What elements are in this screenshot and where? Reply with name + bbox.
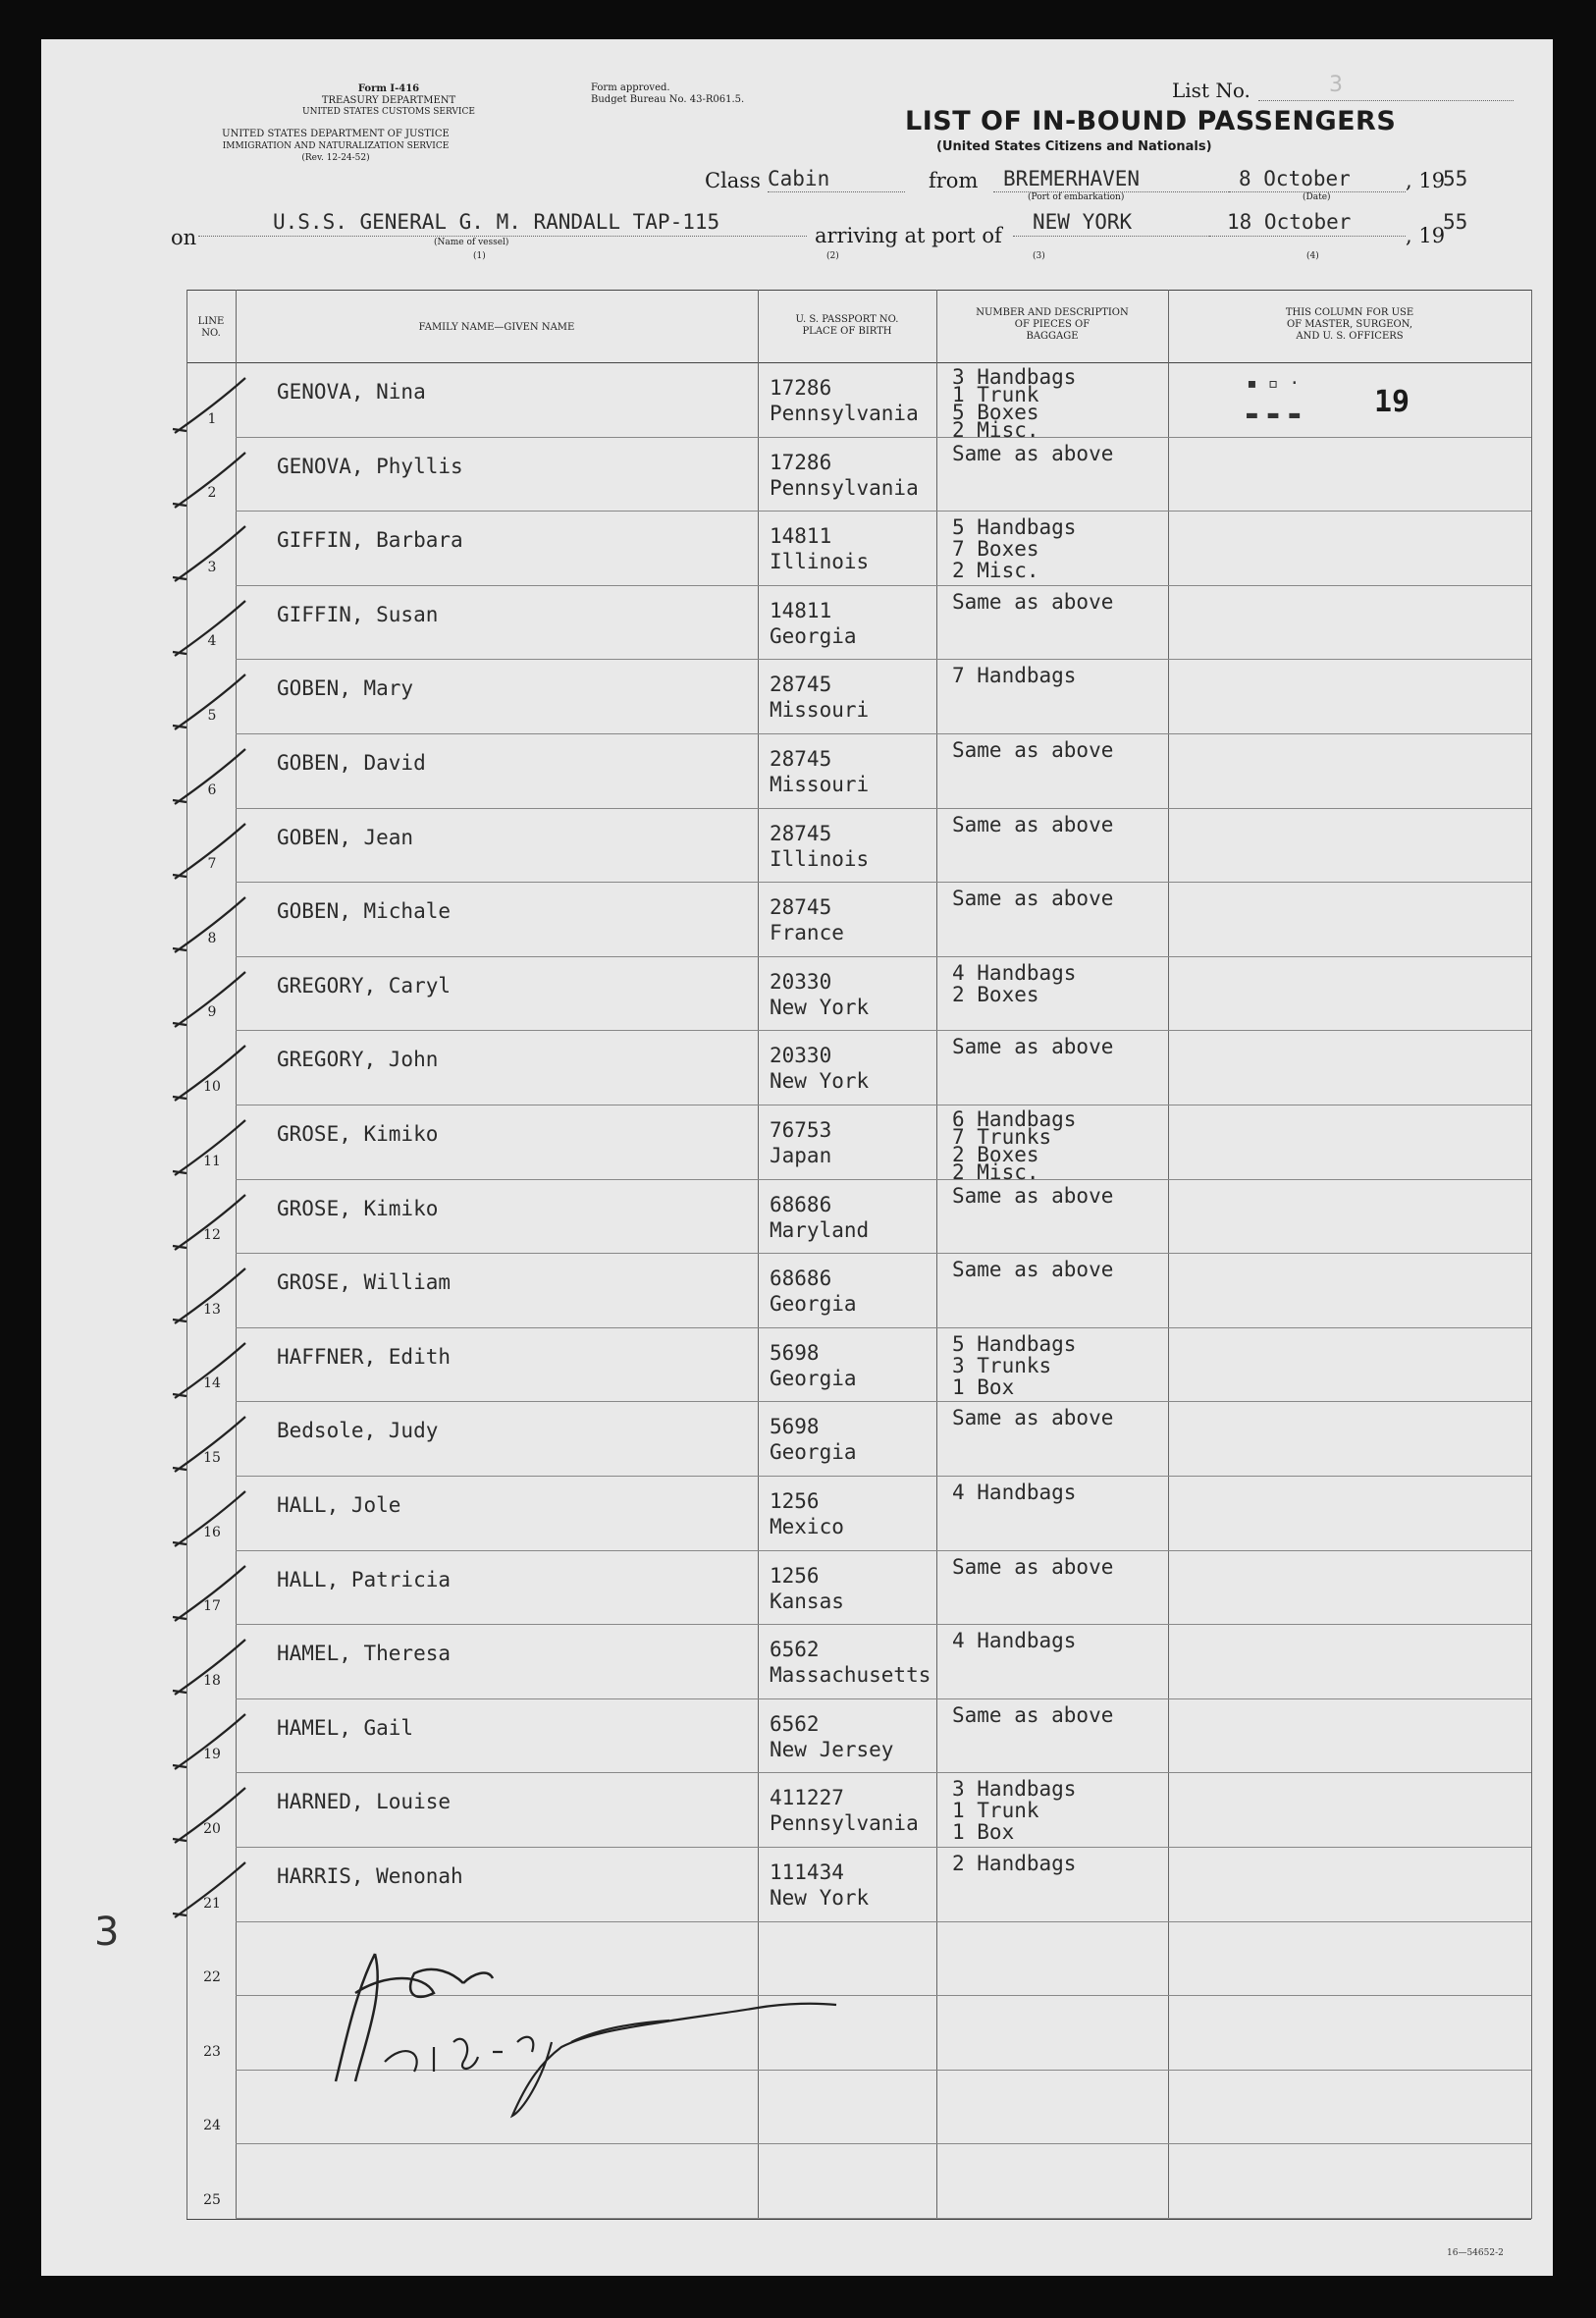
- baggage-item: Same as above: [952, 590, 1114, 614]
- class-value: Cabin: [768, 167, 830, 190]
- line-number: 16: [203, 1525, 221, 1540]
- arrival-year-prefix: , 19: [1406, 224, 1446, 247]
- passport-number: 1256: [770, 1564, 820, 1588]
- baggage-item: 2 Misc.: [952, 418, 1039, 442]
- place-of-birth: New Jersey: [770, 1738, 894, 1761]
- passport-number: 14811: [770, 599, 832, 622]
- passport-number: 28745: [770, 673, 832, 696]
- baggage-item: 2 Boxes: [952, 983, 1039, 1006]
- passport-number: 28745: [770, 747, 832, 771]
- line-number: 25: [203, 2192, 221, 2208]
- col-num-1: (1): [473, 251, 486, 261]
- column-header-officers: THIS COLUMN FOR USE OF MASTER, SURGEON, AND U. S. OFFICERS: [1285, 307, 1414, 342]
- place-of-birth: Illinois: [770, 847, 870, 871]
- row-divider: [236, 1698, 1531, 1699]
- passport-number: 6562: [770, 1712, 820, 1736]
- passenger-name: GREGORY, John: [277, 1048, 439, 1071]
- baggage-item: Same as above: [952, 813, 1114, 836]
- baggage-item: 3 Trunks: [952, 1354, 1052, 1377]
- passport-number: 111434: [770, 1860, 844, 1884]
- baggage-item: 1 Trunk: [952, 1799, 1039, 1822]
- check-mark: [165, 1857, 253, 1925]
- passenger-name: HAMEL, Gail: [277, 1716, 414, 1740]
- check-mark: [165, 818, 253, 887]
- place-of-birth: Maryland: [770, 1218, 870, 1242]
- line-number: 17: [203, 1598, 221, 1614]
- row-divider: [236, 1327, 1531, 1328]
- line-number: 2: [207, 485, 217, 501]
- check-mark: [165, 372, 253, 441]
- passenger-name: GOBEN, Mary: [277, 676, 414, 700]
- line-number: 3: [207, 560, 217, 575]
- passport-number: 68686: [770, 1193, 832, 1216]
- form-approved: Form approved.: [591, 82, 670, 93]
- place-of-birth: Georgia: [770, 1292, 857, 1316]
- baggage-item: 6 Handbags: [952, 1107, 1077, 1131]
- passenger-name: GREGORY, Caryl: [277, 974, 452, 997]
- passport-number: 68686: [770, 1267, 832, 1290]
- manifest-sheet: [41, 39, 1553, 2276]
- baggage-item: 2 Misc.: [952, 559, 1039, 582]
- officer-marks: ▬ ▬ ▬: [1247, 404, 1301, 425]
- baggage-item: Same as above: [952, 887, 1114, 910]
- budget-bureau: Budget Bureau No. 43-R061.5.: [591, 94, 745, 105]
- arriving-label: arriving at port of: [815, 224, 1002, 247]
- baggage-item: Same as above: [952, 738, 1114, 762]
- place-of-birth: Pennsylvania: [770, 476, 919, 500]
- passport-number: 17286: [770, 451, 832, 474]
- place-of-birth: Georgia: [770, 1367, 857, 1390]
- officer-signature: [316, 1934, 1023, 2121]
- baggage-item: Same as above: [952, 1258, 1114, 1281]
- baggage-item: 4 Handbags: [952, 1629, 1077, 1652]
- row-divider: [236, 1921, 1531, 1922]
- row-divider: [236, 659, 1531, 660]
- place-of-birth: Illinois: [770, 550, 870, 573]
- departure-year: 55: [1443, 167, 1468, 190]
- form-number: Form I-416: [357, 83, 420, 94]
- passport-number: 76753: [770, 1118, 832, 1142]
- baggage-item: 7 Trunks: [952, 1125, 1052, 1149]
- check-mark: [165, 669, 253, 737]
- vessel-caption: (Name of vessel): [434, 238, 509, 247]
- row-divider: [236, 1030, 1531, 1031]
- row-divider: [236, 733, 1531, 734]
- baggage-item: 3 Handbags: [952, 1777, 1077, 1801]
- check-mark: [165, 1189, 253, 1258]
- place-of-birth: Kansas: [770, 1590, 844, 1613]
- baggage-item: Same as above: [952, 1184, 1114, 1208]
- row-divider: [236, 808, 1531, 809]
- place-of-birth: France: [770, 921, 844, 944]
- passport-number: 17286: [770, 376, 832, 400]
- passport-number: 28745: [770, 895, 832, 919]
- port-caption: (Port of embarkation): [1028, 192, 1125, 202]
- line-number: 10: [203, 1079, 221, 1095]
- row-divider: [236, 437, 1531, 438]
- line-number: 1: [207, 411, 217, 427]
- line-number: 7: [207, 856, 217, 872]
- baggage-item: 2 Misc.: [952, 1160, 1039, 1184]
- line-number: 15: [203, 1450, 221, 1466]
- check-mark: [165, 1560, 253, 1629]
- check-mark: [165, 1263, 253, 1331]
- baggage-item: 5 Handbags: [952, 1332, 1077, 1356]
- baggage-item: 2 Handbags: [952, 1852, 1077, 1875]
- passenger-name: GOBEN, Jean: [277, 826, 414, 849]
- col-num-3: (3): [1033, 251, 1045, 261]
- check-mark: [165, 966, 253, 1035]
- baggage-item: Same as above: [952, 1406, 1114, 1429]
- baggage-item: 2 Boxes: [952, 1143, 1039, 1166]
- line-number: 12: [203, 1227, 221, 1243]
- row-divider: [236, 1550, 1531, 1551]
- row-divider: [236, 511, 1531, 512]
- passenger-name: GIFFIN, Susan: [277, 603, 439, 626]
- officer-marks: ▪ ▫ ·: [1247, 373, 1301, 394]
- place-of-birth: New York: [770, 1886, 870, 1910]
- baggage-item: 7 Handbags: [952, 664, 1077, 687]
- line-number: 21: [203, 1896, 221, 1912]
- baggage-item: Same as above: [952, 442, 1114, 465]
- baggage-item: 1 Trunk: [952, 383, 1039, 406]
- passport-number: 20330: [770, 1044, 832, 1067]
- passport-number: 6562: [770, 1638, 820, 1661]
- check-mark: [165, 1114, 253, 1183]
- place-of-birth: Missouri: [770, 698, 870, 722]
- baggage-item: 5 Handbags: [952, 515, 1077, 539]
- row-divider: [236, 585, 1531, 586]
- line-number: 20: [203, 1821, 221, 1837]
- check-mark: [165, 447, 253, 515]
- line-number: 6: [207, 782, 217, 798]
- from-label: from: [929, 169, 979, 192]
- baggage-item: 5 Boxes: [952, 401, 1039, 424]
- row-divider: [236, 1772, 1531, 1773]
- check-mark: [165, 1040, 253, 1108]
- column-header-passport: U. S. PASSPORT NO. PLACE OF BIRTH: [795, 314, 899, 337]
- check-mark: [165, 1485, 253, 1554]
- baggage-item: 1 Box: [952, 1375, 1015, 1399]
- dept-justice: UNITED STATES DEPARTMENT OF JUSTICE: [222, 129, 450, 139]
- baggage-item: 3 Handbags: [952, 365, 1077, 389]
- passenger-name: HAMEL, Theresa: [277, 1642, 452, 1665]
- row-divider: [236, 1253, 1531, 1254]
- check-mark: [165, 1708, 253, 1777]
- passenger-name: GOBEN, Michale: [277, 899, 452, 923]
- passenger-name: HARNED, Louise: [277, 1790, 452, 1813]
- place-of-birth: Georgia: [770, 624, 857, 648]
- line-number: 13: [203, 1302, 221, 1318]
- arrival-year: 55: [1443, 210, 1468, 234]
- row-divider: [236, 2218, 1531, 2219]
- revision: (Rev. 12-24-52): [301, 153, 370, 163]
- passport-number: 5698: [770, 1341, 820, 1365]
- row-divider: [236, 1476, 1531, 1477]
- passenger-name: HARRIS, Wenonah: [277, 1864, 463, 1888]
- line-number: 18: [203, 1673, 221, 1689]
- baggage-item: 7 Boxes: [952, 537, 1039, 561]
- place-of-birth: Pennsylvania: [770, 1811, 919, 1835]
- line-number: 19: [203, 1747, 221, 1762]
- passenger-name: GIFFIN, Barbara: [277, 528, 463, 552]
- baggage-item: 1 Box: [952, 1820, 1015, 1844]
- list-no-value: 3: [1329, 73, 1343, 97]
- footer-code: 16—54652-2: [1447, 2248, 1504, 2258]
- row-divider: [236, 2143, 1531, 2144]
- dept-treasury: TREASURY DEPARTMENT: [321, 95, 456, 106]
- passenger-name: GROSE, Kimiko: [277, 1197, 439, 1220]
- check-mark: [165, 520, 253, 589]
- line-number: 5: [207, 708, 217, 724]
- row-divider: [236, 956, 1531, 957]
- col-num-4: (4): [1306, 251, 1319, 261]
- line-number: 22: [203, 1969, 221, 1985]
- line-number: 24: [203, 2118, 221, 2133]
- baggage-item: 4 Handbags: [952, 1481, 1077, 1504]
- line-number: 8: [207, 931, 217, 946]
- check-mark: [165, 595, 253, 664]
- check-mark: [165, 743, 253, 812]
- passport-number: 1256: [770, 1489, 820, 1513]
- class-label: Class: [705, 169, 761, 192]
- baggage-item: Same as above: [952, 1703, 1114, 1727]
- place-of-birth: Georgia: [770, 1440, 857, 1464]
- passport-number: 20330: [770, 970, 832, 994]
- col-num-2: (2): [826, 251, 839, 261]
- line-number: 23: [203, 2044, 221, 2060]
- passenger-name: HALL, Patricia: [277, 1568, 452, 1591]
- place-of-birth: Japan: [770, 1144, 832, 1167]
- place-of-birth: Massachusetts: [770, 1663, 931, 1687]
- column-header-line: LINE NO.: [197, 316, 225, 339]
- date-caption: (Date): [1303, 192, 1331, 202]
- check-mark: [165, 891, 253, 960]
- row-divider: [236, 1179, 1531, 1180]
- column-header-baggage: NUMBER AND DESCRIPTION OF PIECES OF BAGGAGE: [976, 307, 1129, 342]
- passenger-name: GROSE, William: [277, 1270, 452, 1294]
- passenger-name: GOBEN, David: [277, 751, 426, 775]
- row-divider: [236, 1401, 1531, 1402]
- departure-date: 8 October: [1239, 167, 1351, 190]
- check-mark: [165, 1782, 253, 1851]
- passport-number: 5698: [770, 1415, 820, 1438]
- vessel-name: U.S.S. GENERAL G. M. RANDALL TAP-115: [273, 210, 720, 234]
- place-of-birth: Pennsylvania: [770, 402, 919, 425]
- check-mark: [165, 1411, 253, 1480]
- place-of-birth: Missouri: [770, 773, 870, 796]
- list-no-label: List No.: [1172, 79, 1250, 102]
- line-number: 4: [207, 633, 217, 649]
- arrival-date: 18 October: [1227, 210, 1352, 234]
- row-divider: [236, 882, 1531, 883]
- passenger-name: GENOVA, Nina: [277, 380, 426, 404]
- passenger-name: GROSE, Kimiko: [277, 1122, 439, 1146]
- line-number: 14: [203, 1375, 221, 1391]
- dept-customs: UNITED STATES CUSTOMS SERVICE: [302, 107, 475, 117]
- row-divider: [236, 1624, 1531, 1625]
- place-of-birth: New York: [770, 1069, 870, 1093]
- dept-ins: IMMIGRATION AND NATURALIZATION SERVICE: [222, 141, 450, 151]
- on-label: on: [171, 226, 197, 249]
- passenger-name: Bedsole, Judy: [277, 1419, 439, 1442]
- passenger-name: HAFFNER, Edith: [277, 1345, 452, 1369]
- passport-number: 14811: [770, 524, 832, 548]
- baggage-item: 4 Handbags: [952, 961, 1077, 985]
- port-of-embarkation: BREMERHAVEN: [1003, 167, 1141, 190]
- margin-note: 3: [94, 1910, 120, 1955]
- passenger-name: HALL, Jole: [277, 1493, 401, 1517]
- officer-count-stamp: 19: [1374, 385, 1410, 419]
- place-of-birth: Mexico: [770, 1515, 844, 1538]
- passenger-name: GENOVA, Phyllis: [277, 455, 463, 478]
- line-number: 9: [207, 1004, 217, 1020]
- column-header-name: FAMILY NAME—GIVEN NAME: [418, 322, 575, 333]
- baggage-item: Same as above: [952, 1035, 1114, 1058]
- document-subtitle: (United States Citizens and Nationals): [936, 139, 1212, 154]
- line-number: 11: [203, 1154, 221, 1169]
- check-mark: [165, 1634, 253, 1702]
- passport-number: 411227: [770, 1786, 844, 1809]
- row-divider: [236, 1847, 1531, 1848]
- check-mark: [165, 1337, 253, 1406]
- baggage-item: Same as above: [952, 1555, 1114, 1579]
- passport-number: 28745: [770, 822, 832, 845]
- place-of-birth: New York: [770, 996, 870, 1019]
- arrival-port: NEW YORK: [1033, 210, 1133, 234]
- document-title: LIST OF IN-BOUND PASSENGERS: [905, 106, 1397, 136]
- year-prefix: , 19: [1406, 169, 1446, 192]
